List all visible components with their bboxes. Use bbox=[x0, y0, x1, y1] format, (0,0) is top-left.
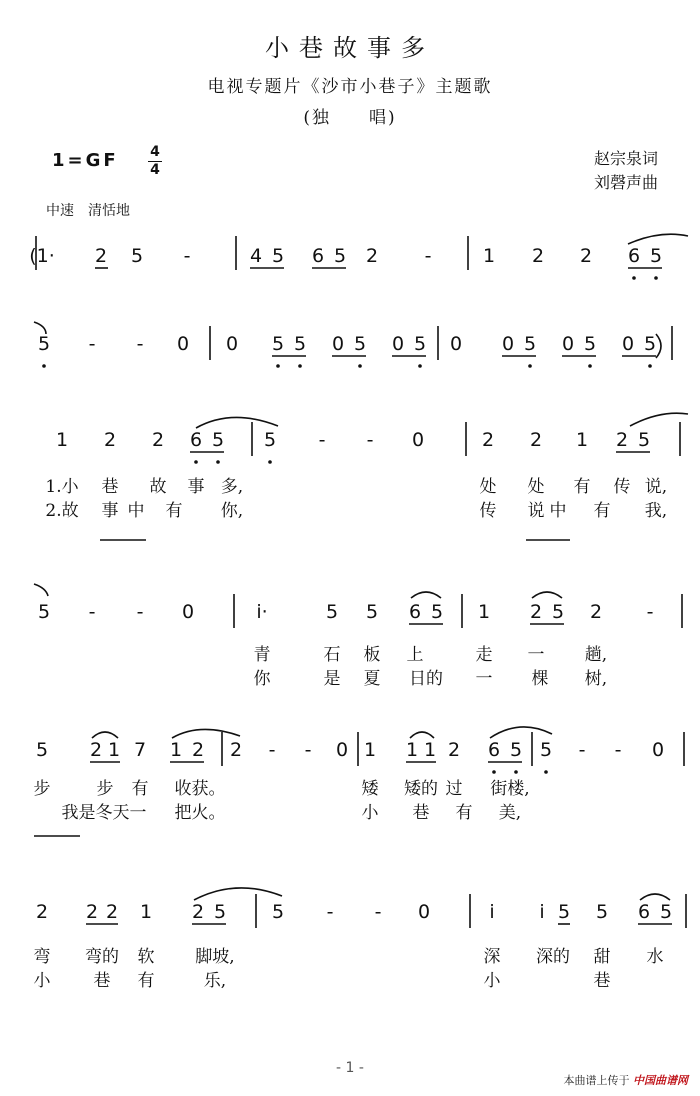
lyric-syllable: 夏 bbox=[363, 669, 381, 689]
note: - bbox=[374, 901, 382, 923]
low-octave-dot bbox=[418, 364, 422, 368]
low-octave-dot bbox=[544, 770, 548, 774]
low-octave-dot bbox=[268, 460, 272, 464]
lyric-syllable: 矮 bbox=[361, 779, 379, 799]
note: 5 bbox=[649, 245, 663, 267]
note: 2 bbox=[531, 245, 545, 267]
lyric-syllable: 传 bbox=[613, 477, 631, 497]
low-octave-dot bbox=[276, 364, 280, 368]
note: 2 bbox=[589, 601, 603, 623]
note: 1 bbox=[139, 901, 153, 923]
note: 5 bbox=[539, 739, 553, 761]
lyric-syllable: 过 bbox=[445, 779, 463, 799]
note: 2 bbox=[481, 429, 495, 451]
note: 0 bbox=[331, 333, 345, 355]
slur bbox=[411, 592, 441, 598]
slur bbox=[490, 727, 552, 738]
lyric-syllable: 说, bbox=[644, 477, 668, 497]
note: - bbox=[318, 429, 326, 451]
lyric-syllable: 软 bbox=[137, 947, 155, 967]
note: 2 bbox=[529, 429, 543, 451]
note: - bbox=[366, 429, 374, 451]
note: - bbox=[578, 739, 586, 761]
slur bbox=[640, 894, 670, 900]
lyric-syllable: 深的 bbox=[536, 947, 570, 967]
lyric-syllable: 脚坡, bbox=[195, 947, 235, 967]
note: 1 bbox=[107, 739, 121, 761]
note: 5 bbox=[557, 901, 571, 923]
lyric-syllable: 树, bbox=[584, 669, 608, 689]
lyric-syllable: 弯 bbox=[33, 947, 51, 967]
note: 2 bbox=[229, 739, 243, 761]
note: 1 bbox=[575, 429, 589, 451]
lyric-syllable: 趟, bbox=[584, 645, 608, 665]
site-logo: 中国曲谱网 bbox=[633, 1074, 688, 1087]
lyricist-credit: 赵宗泉词 bbox=[593, 149, 658, 168]
slur bbox=[628, 234, 688, 244]
lyric-syllable: 中 bbox=[127, 501, 145, 521]
low-octave-dot bbox=[654, 276, 658, 280]
note: 1 bbox=[405, 739, 419, 761]
note: 1 bbox=[55, 429, 69, 451]
time-signature-bottom: 4 bbox=[150, 162, 160, 178]
note: - bbox=[136, 333, 144, 355]
slur bbox=[92, 732, 118, 738]
lyric-syllable: 传 bbox=[479, 501, 497, 521]
lyric-syllable: 棵 bbox=[531, 669, 549, 689]
note: - bbox=[136, 601, 144, 623]
note: 0 bbox=[417, 901, 431, 923]
note: 5 bbox=[583, 333, 597, 355]
low-octave-dot bbox=[632, 276, 636, 280]
note: 5 bbox=[413, 333, 427, 355]
lyric-syllable: 有 bbox=[455, 803, 473, 823]
lyric-syllable: 水 bbox=[646, 947, 664, 967]
note: - bbox=[614, 739, 622, 761]
note: 2 bbox=[191, 739, 205, 761]
slur bbox=[532, 592, 562, 598]
lyric-syllable: 有 bbox=[165, 501, 183, 521]
note: 1 bbox=[477, 601, 491, 623]
note: 6 bbox=[311, 245, 325, 267]
note: 0 bbox=[411, 429, 425, 451]
note: 4 bbox=[249, 245, 263, 267]
note: 5 bbox=[35, 739, 49, 761]
note: 0 bbox=[335, 739, 349, 761]
lyric-syllable: 青 bbox=[253, 645, 271, 665]
lyric-syllable: 小 bbox=[361, 803, 379, 823]
lyric-syllable: 上 bbox=[406, 645, 424, 665]
lyric-syllable: 日的 bbox=[409, 669, 443, 689]
note: 5 bbox=[353, 333, 367, 355]
slur bbox=[172, 729, 240, 738]
lyric-syllable: 2.故 bbox=[45, 501, 79, 521]
lyric-syllable: 你 bbox=[253, 669, 271, 689]
note: 5 bbox=[551, 601, 565, 623]
note: - bbox=[646, 601, 654, 623]
note: 2 bbox=[529, 601, 543, 623]
lyric-syllable: 甜 bbox=[593, 947, 611, 967]
note: 6 bbox=[487, 739, 501, 761]
lyric-syllable: 乐, bbox=[203, 971, 227, 991]
note: 5 bbox=[595, 901, 609, 923]
note: 5 bbox=[293, 333, 307, 355]
lyric-syllable: 中 bbox=[549, 501, 567, 521]
note: 5 bbox=[333, 245, 347, 267]
note: 0 bbox=[176, 333, 190, 355]
key-signature: 1=GF bbox=[52, 150, 119, 171]
page-number: - 1 - bbox=[336, 1060, 364, 1076]
lyric-syllable: 深 bbox=[483, 947, 501, 967]
lyric-syllable: 我, bbox=[644, 501, 668, 521]
upload-text: 本曲谱上传于 bbox=[563, 1074, 630, 1087]
note: - bbox=[88, 333, 96, 355]
note: 2 bbox=[105, 901, 119, 923]
note: 5 bbox=[430, 601, 444, 623]
lyric-syllable: 故 bbox=[149, 477, 167, 497]
lyric-syllable: 多, bbox=[220, 477, 244, 497]
note: i bbox=[539, 901, 545, 923]
note: 2 bbox=[615, 429, 629, 451]
note: 0 bbox=[225, 333, 239, 355]
composer-credit: 刘磬声曲 bbox=[593, 173, 658, 192]
note: (1· bbox=[29, 245, 55, 267]
note: - bbox=[326, 901, 334, 923]
low-octave-dot bbox=[492, 770, 496, 774]
lyric-syllable: 小 bbox=[33, 971, 51, 991]
site-watermark bbox=[564, 1072, 689, 1088]
note: 5 bbox=[37, 333, 51, 355]
note: 5 bbox=[271, 901, 285, 923]
low-octave-dot bbox=[528, 364, 532, 368]
lyric-syllable: 事 bbox=[187, 477, 205, 497]
note: 5 bbox=[263, 429, 277, 451]
note: 5 bbox=[523, 333, 537, 355]
lyric-syllable: 小 bbox=[483, 971, 501, 991]
note: 0 bbox=[561, 333, 575, 355]
note: 0 bbox=[391, 333, 405, 355]
lyric-syllable: 我是冬天一 bbox=[61, 803, 147, 823]
lyric-syllable: 有 bbox=[573, 477, 591, 497]
note: 5 bbox=[509, 739, 523, 761]
song-title: 小巷故事多 bbox=[265, 34, 435, 62]
low-octave-dot bbox=[216, 460, 220, 464]
note: 6 bbox=[189, 429, 203, 451]
lyric-syllable: 你, bbox=[220, 501, 244, 521]
note: 2 bbox=[85, 901, 99, 923]
note: 1 bbox=[482, 245, 496, 267]
lyric-syllable: 矮的 bbox=[404, 779, 438, 799]
note: 1 bbox=[169, 739, 183, 761]
lyric-syllable: 把火。 bbox=[174, 803, 226, 823]
low-octave-dot bbox=[298, 364, 302, 368]
note: 5 bbox=[213, 901, 227, 923]
lyric-syllable: 1.小 bbox=[45, 477, 79, 497]
note: 1 bbox=[423, 739, 437, 761]
performance-note: (独 唱) bbox=[303, 108, 397, 128]
note: 7 bbox=[133, 739, 147, 761]
note: 2 bbox=[365, 245, 379, 267]
lyrics-layer bbox=[34, 477, 668, 991]
note: - bbox=[424, 245, 432, 267]
lyric-syllable: 板 bbox=[363, 645, 381, 665]
note: 5 bbox=[325, 601, 339, 623]
lyric-syllable: 街楼, bbox=[490, 779, 530, 799]
repeat-paren bbox=[656, 334, 661, 358]
lyric-syllable: 巷 bbox=[101, 477, 119, 497]
lyric-syllable: 巷 bbox=[593, 971, 611, 991]
lyric-syllable: 石 bbox=[323, 645, 341, 665]
lyric-syllable: 巷 bbox=[412, 803, 430, 823]
low-octave-dot bbox=[514, 770, 518, 774]
lyric-syllable: 有 bbox=[137, 971, 155, 991]
note: 5 bbox=[271, 245, 285, 267]
lyric-syllable: 说 bbox=[527, 501, 545, 521]
note: 5 bbox=[637, 429, 651, 451]
lyric-syllable: 有 bbox=[131, 779, 149, 799]
low-octave-dot bbox=[588, 364, 592, 368]
note: - bbox=[304, 739, 312, 761]
note: 0 bbox=[501, 333, 515, 355]
note: 2 bbox=[35, 901, 49, 923]
note: 6 bbox=[627, 245, 641, 267]
lyric-syllable: 一 bbox=[475, 669, 493, 689]
lyric-syllable: 巷 bbox=[93, 971, 111, 991]
slur bbox=[194, 888, 282, 900]
note: 2 bbox=[447, 739, 461, 761]
note: 2 bbox=[151, 429, 165, 451]
note: - bbox=[183, 245, 191, 267]
note: 5 bbox=[271, 333, 285, 355]
note: 2 bbox=[579, 245, 593, 267]
time-signature-top: 4 bbox=[150, 144, 160, 160]
song-subtitle: 电视专题片《沙市小巷子》主题歌 bbox=[207, 77, 493, 97]
lyric-syllable: 是 bbox=[323, 669, 341, 689]
note: 1 bbox=[363, 739, 377, 761]
note: 0 bbox=[181, 601, 195, 623]
lyric-syllable: 步 bbox=[96, 779, 114, 799]
tempo-marking: 中速 清恬地 bbox=[46, 203, 130, 219]
lyric-syllable: 处 bbox=[527, 477, 545, 497]
lyric-syllable: 弯的 bbox=[85, 947, 119, 967]
slur bbox=[196, 417, 278, 428]
note: 5 bbox=[643, 333, 657, 355]
low-octave-dot bbox=[358, 364, 362, 368]
lyric-syllable: 处 bbox=[479, 477, 497, 497]
low-octave-dot bbox=[194, 460, 198, 464]
note: 2 bbox=[94, 245, 108, 267]
lyric-syllable: 有 bbox=[593, 501, 611, 521]
note: 5 bbox=[365, 601, 379, 623]
note: 5 bbox=[130, 245, 144, 267]
note: 2 bbox=[89, 739, 103, 761]
note: 6 bbox=[637, 901, 651, 923]
low-octave-dot bbox=[648, 364, 652, 368]
note: i bbox=[489, 901, 495, 923]
note: 0 bbox=[651, 739, 665, 761]
note: 5 bbox=[659, 901, 673, 923]
lyric-syllable: 步 bbox=[33, 779, 51, 799]
low-octave-dot bbox=[42, 364, 46, 368]
note: - bbox=[88, 601, 96, 623]
lyric-syllable: 美, bbox=[498, 803, 522, 823]
note: - bbox=[268, 739, 276, 761]
lyric-syllable: 一 bbox=[527, 645, 545, 665]
slur bbox=[34, 584, 48, 596]
note: 6 bbox=[408, 601, 422, 623]
note: 2 bbox=[191, 901, 205, 923]
note: 5 bbox=[211, 429, 225, 451]
note: 5 bbox=[37, 601, 51, 623]
note: 2 bbox=[103, 429, 117, 451]
lyric-syllable: 事 bbox=[101, 501, 119, 521]
lyric-syllable: 走 bbox=[475, 645, 493, 665]
slur bbox=[410, 732, 434, 738]
note: 0 bbox=[621, 333, 635, 355]
lyric-syllable: 收获。 bbox=[174, 779, 226, 799]
note: i· bbox=[256, 601, 268, 623]
note: 0 bbox=[449, 333, 463, 355]
